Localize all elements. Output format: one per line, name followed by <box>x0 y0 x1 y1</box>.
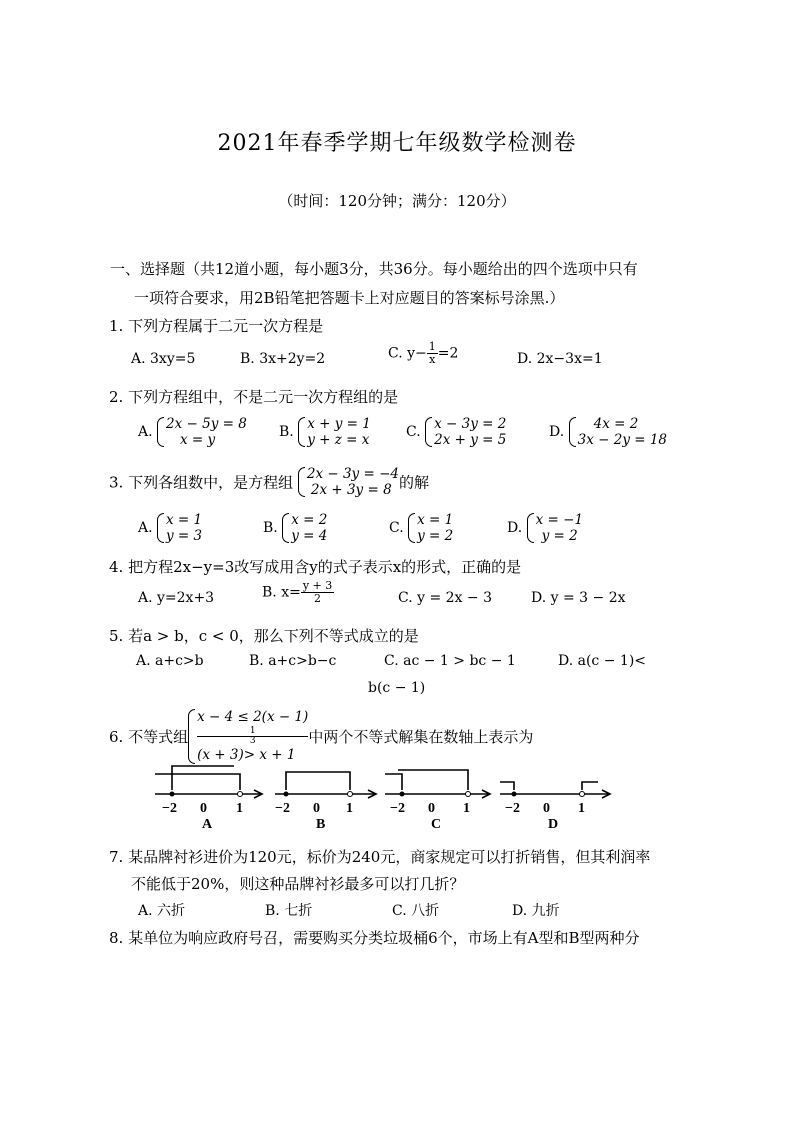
q8-stem-line1: 8. 某单位为响应政府号召，需要购买分类垃圾桶6个，市场上有A型和B型两种分 <box>109 929 640 947</box>
q3-system <box>298 466 399 498</box>
q7-option-d: D. 九折 <box>512 903 560 919</box>
q2-option-c-system <box>425 416 506 448</box>
q2-a-eq2: x = y <box>180 432 216 448</box>
tick-d-0: 0 <box>543 801 550 816</box>
q3-stem-post: 的解 <box>398 473 429 492</box>
number-line-figure <box>150 762 620 832</box>
q5-option-d: D. a(c − 1)< <box>558 653 647 669</box>
number-line-b <box>275 772 376 798</box>
q2-option-d-label: D. <box>549 424 565 440</box>
q6-ineq2-denominator: 3 <box>249 736 256 746</box>
q3-d-eq1: x = −1 <box>535 512 584 528</box>
q6-stem-post: 中两个不等式解集在数轴上表示为 <box>308 728 534 746</box>
tick-b-1: 1 <box>346 801 353 816</box>
q3-option-c-label: C. <box>389 520 404 536</box>
q3-option-d <box>507 512 583 544</box>
tick-c-neg2: −2 <box>390 801 405 816</box>
q3-stem <box>109 466 429 498</box>
q6-ineq1: x − 4 ≤ 2(x − 1) <box>197 709 309 725</box>
q3-a-eq2: y = 3 <box>166 528 203 544</box>
q2-option-d-system <box>569 416 667 448</box>
tick-a-0: 0 <box>200 801 207 816</box>
page-subtitle: （时间：120分钟；满分：120分） <box>278 192 516 210</box>
q7-option-b: B. 七折 <box>265 903 313 919</box>
number-line-d <box>500 782 610 798</box>
q4-option-b-pre: B. x= <box>262 584 301 601</box>
q1-option-c-numerator: 1 <box>428 340 436 353</box>
q1-option-a: A. 3xy=5 <box>131 351 196 367</box>
q3-c-eq2: y = 2 <box>417 528 454 544</box>
q2-option-b-system <box>298 416 371 448</box>
q5-option-b: B. a+c>b−c <box>249 653 337 669</box>
q1-option-d: D. 2x−3x=1 <box>517 351 603 367</box>
q2-option-a-label: A. <box>138 424 153 440</box>
q5-option-a: A. a+c>b <box>136 653 204 669</box>
q1-option-c-post: =2 <box>437 345 459 362</box>
q3-option-b-label: B. <box>263 520 278 536</box>
tick-a-1: 1 <box>236 801 243 816</box>
q5-option-d-continued: b(c − 1) <box>368 680 426 696</box>
q2-option-c-label: C. <box>406 424 421 440</box>
q2-option-b-label: B. <box>279 424 294 440</box>
q1-option-c-denominator: x <box>429 353 436 366</box>
q3-c-eq1: x = 1 <box>417 512 454 528</box>
section1-header-line1: 一、选择题（共12道小题，每小题3分，共36分。每小题给出的四个选项中只有 <box>110 260 638 278</box>
q6-ineq2 <box>197 727 308 765</box>
q2-option-b <box>279 416 371 448</box>
page-title: 2021年春季学期七年级数学检测卷 <box>217 131 577 156</box>
q3-option-a-label: A. <box>138 520 153 536</box>
q2-option-c <box>406 416 506 448</box>
q3-b-eq1: x = 2 <box>291 512 328 528</box>
q3-option-d-label: D. <box>507 520 523 536</box>
q2-option-d <box>549 416 667 448</box>
figure-label-c: C <box>431 817 442 832</box>
q6-stem-pre: 6. 不等式组 <box>109 728 189 746</box>
q2-b-eq1: x + y = 1 <box>307 416 371 432</box>
q7-option-c: C. 八折 <box>392 903 440 919</box>
q3-stem-pre: 3. 下列各组数中，是方程组 <box>109 473 294 492</box>
q2-option-a <box>138 416 247 448</box>
figure-label-a: A <box>202 817 213 832</box>
q3-b-eq2: y = 4 <box>291 528 328 544</box>
q6-ineq2-numerator: 1 <box>197 727 308 737</box>
q3-option-b <box>263 512 327 544</box>
q2-option-a-system <box>157 416 247 448</box>
q4-option-c: C. y = 2x − 3 <box>398 590 492 606</box>
q3-option-d-system <box>527 512 583 544</box>
q2-d-eq1: 4x = 2 <box>593 416 639 432</box>
q1-option-c <box>388 341 458 366</box>
q3-d-eq2: y = 2 <box>541 528 578 544</box>
q4-stem: 4. 把方程2x−y=3改写成用含y的式子表示x的形式，正确的是 <box>109 558 522 576</box>
q3-option-b-system <box>282 512 327 544</box>
figure-label-b: B <box>316 817 326 832</box>
q1-stem: 1. 下列方程属于二元一次方程是 <box>109 317 324 335</box>
q4-option-b-denominator: 2 <box>314 592 322 605</box>
q2-c-eq2: 2x + y = 5 <box>434 432 507 448</box>
q6-system <box>188 708 308 765</box>
q1-option-c-pre: C. y− <box>388 345 427 362</box>
q2-b-eq2: y + z = x <box>307 432 370 448</box>
q3-option-c <box>389 512 453 544</box>
q2-a-eq1: 2x − 5y = 8 <box>166 416 247 432</box>
q6-stem <box>109 708 533 765</box>
q2-stem: 2. 下列方程组中，不是二元一次方程组的是 <box>109 388 399 406</box>
tick-b-neg2: −2 <box>275 801 290 816</box>
q5-option-c: C. ac − 1 > bc − 1 <box>384 653 516 669</box>
tick-d-1: 1 <box>578 801 585 816</box>
tick-c-1: 1 <box>463 801 470 816</box>
q7-stem-line1: 7. 某品牌衬衫进价为120元，标价为240元，商家规定可以打折销售，但其利润率 <box>109 848 651 866</box>
tick-c-0: 0 <box>428 801 435 816</box>
q3-a-eq1: x = 1 <box>166 512 203 528</box>
q3-eq1: 2x − 3y = −4 <box>306 466 399 482</box>
q3-eq2: 2x + 3y = 8 <box>310 482 392 498</box>
q4-option-b <box>262 580 334 605</box>
q1-option-b: B. 3x+2y=2 <box>240 351 326 367</box>
q3-option-c-system <box>408 512 453 544</box>
q5-stem: 5. 若a > b，c < 0，那么下列不等式成立的是 <box>109 627 419 645</box>
tick-a-neg2: −2 <box>162 801 177 816</box>
q6-ineq2-post: (x + 3)> x + 1 <box>197 747 296 763</box>
q4-option-a: A. y=2x+3 <box>138 590 215 606</box>
q2-c-eq1: x − 3y = 2 <box>434 416 507 432</box>
q4-option-d: D. y = 3 − 2x <box>531 590 626 606</box>
q7-stem-line2: 不能低于20%，则这种品牌衬衫最多可以打几折？ <box>131 875 465 893</box>
q3-option-a <box>138 512 202 544</box>
tick-d-neg2: −2 <box>505 801 520 816</box>
q4-option-b-numerator: y + 3 <box>302 579 333 592</box>
section1-header-line2: 一项符合要求，用2B铅笔把答题卡上对应题目的答案标号涂黑.） <box>134 289 565 307</box>
tick-b-0: 0 <box>313 801 320 816</box>
figure-label-d: D <box>548 817 559 832</box>
q7-option-a: A. 六折 <box>138 903 186 919</box>
q2-d-eq2: 3x − 2y = 18 <box>577 432 668 448</box>
q3-option-a-system <box>157 512 202 544</box>
